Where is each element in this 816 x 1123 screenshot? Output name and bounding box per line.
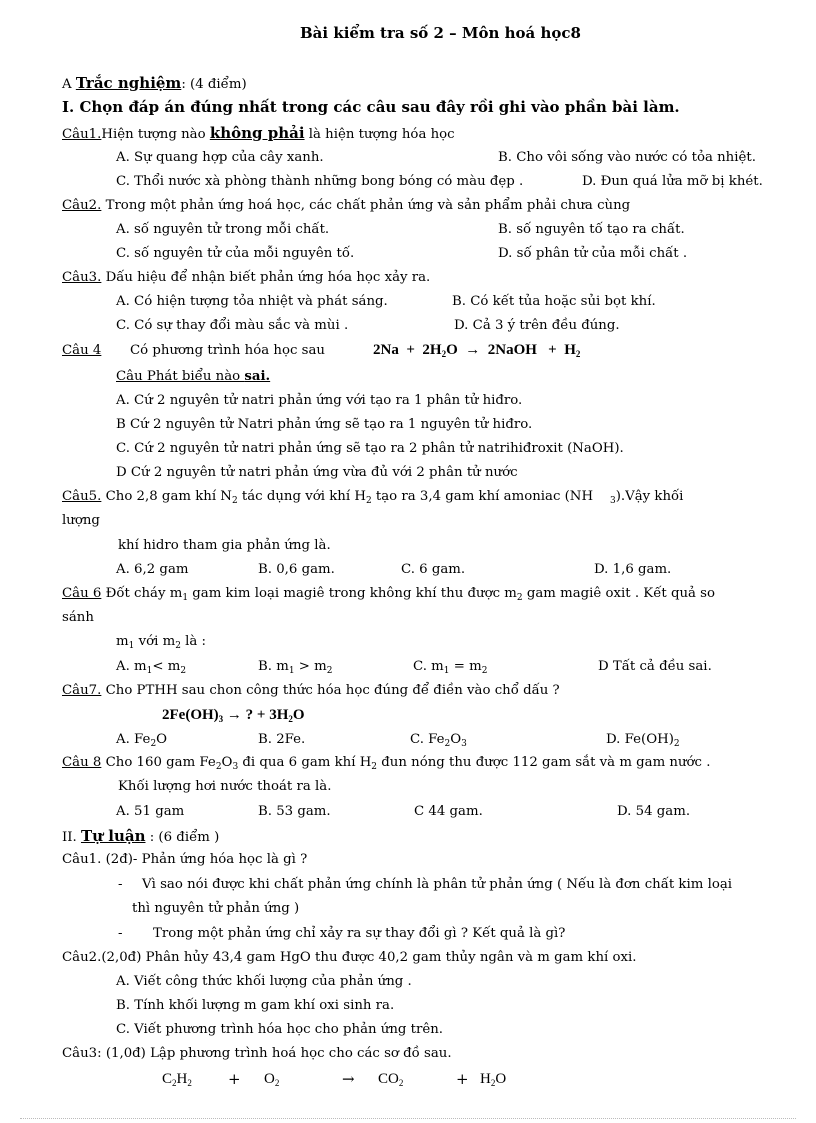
bullet-dash: - [118, 877, 123, 892]
sub: 2 [365, 496, 372, 506]
eq-term: 2Fe(OH) [162, 707, 219, 723]
essay-2-item-c: C. Viết phương trình hóa học cho phản ứng trên. [116, 1022, 444, 1037]
question-number: Câu2. [62, 198, 102, 213]
eq-term: O [292, 707, 305, 723]
q7-option-d [606, 731, 680, 749]
eq-term: 2Na [373, 342, 399, 358]
eq-sub: 2 [398, 1078, 404, 1088]
q4-option-d: D Cứ 2 nguyên tử natri phản ứng vừa đủ với 2 phân tử nước [116, 465, 518, 480]
text: C. m [413, 659, 444, 674]
essay-2-item-a: A. Viết công thức khối lượng của phản ứng . [116, 974, 412, 989]
text: đun nóng thu được 112 gam sắt và m gam nước . [377, 755, 711, 770]
text: O [221, 755, 233, 770]
q4-equation [373, 341, 580, 359]
sub: 2 [180, 666, 187, 676]
eq-plus: + [456, 1070, 469, 1088]
q6-option-c [413, 658, 487, 676]
text: gam kim loại magiê trong không khí thu được m [188, 586, 517, 601]
sub: 2 [673, 739, 680, 749]
subheading-text: Câu Phát biểu nào [116, 369, 245, 384]
essay-1-bullet-1-cont: thì nguyên tử phản ứng ) [132, 901, 300, 916]
sub: 2 [444, 739, 451, 749]
text: B. m [258, 659, 289, 674]
sub: 2 [326, 666, 333, 676]
text: II. [62, 830, 81, 845]
text: < m [152, 659, 181, 674]
q7-option-c [410, 731, 467, 749]
part-a-label: Trắc nghiệm [75, 74, 182, 92]
q1-option-d: D. Đun quá lửa mỡ bị khét. [582, 174, 763, 189]
sub: 1 [128, 641, 135, 651]
sub: 1 [182, 593, 189, 603]
question-number: Câu5. [62, 489, 102, 504]
eq-term: 2NaOH [487, 342, 537, 358]
sub: 3 [232, 762, 239, 772]
eq-term [480, 1070, 506, 1088]
q6-wrap: sánh [62, 610, 94, 625]
sub: 2 [371, 762, 378, 772]
q1-option-b: B. Cho vôi sống vào nước có tỏa nhiệt. [498, 150, 756, 165]
question-3 [62, 269, 430, 287]
q3-option-c: C. Có sự thay đổi màu sắc và mùi . [116, 318, 349, 333]
text: O [450, 732, 462, 747]
eq-sub: 2 [187, 1078, 192, 1088]
question-5 [62, 488, 683, 506]
eq-term: O [446, 342, 458, 358]
section-1-heading: I. Chọn đáp án đúng nhất trong các câu sau đây rồi ghi vào phần bài làm. [62, 98, 680, 116]
eq-term: 2H [422, 342, 442, 358]
eq-term-text: O [264, 1071, 275, 1087]
q5-line2: khí hidro tham gia phản ứng là. [118, 538, 331, 553]
part-ii-label: Tự luận [80, 827, 146, 845]
eq-term [378, 1070, 403, 1088]
question-number: Câu7. [62, 683, 102, 698]
q2-option-a: A. số nguyên tử trong mỗi chất. [116, 222, 330, 237]
eq-term-text: H [480, 1071, 491, 1087]
eq-plus: + [228, 1070, 241, 1088]
q1-option-a: A. Sự quang hợp của cây xanh. [116, 150, 324, 165]
q8-option-a: A. 51 gam [116, 804, 185, 819]
q5-wrap: lượng [62, 513, 100, 528]
question-8 [62, 754, 710, 772]
eq-term: → ? + 3H [223, 707, 289, 723]
question-number: Câu 4 [62, 343, 102, 358]
essay-2-item-b: B. Tính khối lượng m gam khí oxi sinh ra. [116, 998, 395, 1013]
text: : (6 điểm ) [145, 830, 220, 845]
eq-term [264, 1070, 279, 1088]
q6-line2 [116, 633, 206, 651]
question-text: Cho PTHH sau chon công thức hóa học đúng để điền vào chổ dấu ? [101, 683, 560, 698]
sub: 2 [231, 496, 238, 506]
q3-option-a: A. Có hiện tượng tỏa nhiệt và phát sáng. [116, 294, 388, 309]
eq-sub: 2 [441, 349, 447, 359]
sub: 1 [288, 666, 295, 676]
q3-option-d: D. Cả 3 ý trên đều đúng. [454, 318, 620, 333]
text: là : [180, 634, 207, 649]
question-emphasis: không phải [209, 124, 305, 142]
sub: 2 [215, 762, 222, 772]
text: D. Fe(OH) [606, 732, 674, 747]
q5-option-a: A. 6,2 gam [116, 562, 189, 577]
eq-term-text: O [495, 1071, 507, 1087]
part-a-letter: A [62, 77, 72, 92]
text: Đốt cháy m [101, 586, 183, 601]
eq-arrow: → [465, 342, 481, 358]
text: = m [449, 659, 482, 674]
eq-sub: 2 [490, 1078, 496, 1088]
bullet-dash: - [118, 926, 123, 941]
q5-option-b: B. 0,6 gam. [258, 562, 335, 577]
q4-option-b: B Cứ 2 nguyên tử Natri phản ứng sẽ tạo ra 1 nguyên tử hiđro. [116, 417, 533, 432]
q2-option-c: C. số nguyên tử của mỗi nguyên tố. [116, 246, 355, 261]
eq-sub: 2 [288, 714, 293, 724]
page-title: Bài kiểm tra số 2 – Môn hoá học8 [300, 24, 581, 42]
text: Cho 160 gam Fe [101, 755, 216, 770]
q6-option-d: D Tất cả đều sai. [598, 659, 712, 674]
q7-option-b: B. 2Fe. [258, 732, 306, 747]
q8-option-d: D. 54 gam. [617, 804, 691, 819]
sub: 1 [443, 666, 450, 676]
text: gam magiê oxit . Kết quả so [522, 586, 716, 601]
essay-1: Câu1. (2đ)- Phản ứng hóa học là gì ? [62, 852, 308, 867]
q4-subheading [116, 368, 270, 386]
text: A. m [116, 659, 147, 674]
q1-option-c: C. Thổi nước xà phòng thành những bong bóng có màu đẹp . [116, 174, 524, 189]
q4-option-a: A. Cứ 2 nguyên tử natri phản ứng với tạo ra 1 phân tử hiđro. [116, 393, 523, 408]
eq-plus: + [548, 342, 557, 358]
essay-3-equation [162, 1070, 192, 1088]
text: ).Vậy khối [615, 489, 684, 504]
eq-term: H [176, 1071, 188, 1087]
subheading-emphasis: sai. [244, 369, 271, 384]
q7-equation [162, 706, 305, 724]
page-bottom-border [20, 1118, 796, 1119]
question-text: Trong một phản ứng hoá học, các chất phản ứng và sản phẩm phải chưa cùng [101, 198, 631, 213]
question-1 [62, 124, 455, 144]
q8-line2: Khối lượng hơi nước thoát ra là. [118, 779, 332, 794]
essay-1-bullet-1: Vì sao nói được khi chất phản ứng chính là phân tử phản ứng ( Nếu là đơn chất kim loại [142, 877, 733, 892]
eq-term: C [162, 1071, 173, 1087]
essay-1-bullet-2: Trong một phản ứng chỉ xảy ra sự thay đổi gì ? Kết quả là gì? [153, 926, 566, 941]
eq-sub: 3 [218, 714, 224, 724]
question-4 [62, 342, 101, 360]
text: > m [294, 659, 327, 674]
question-text-end: là hiện tượng hóa học [304, 127, 455, 142]
eq-sub: 2 [575, 349, 581, 359]
eq-arrow: → [342, 1070, 355, 1088]
eq-sub: 2 [274, 1078, 280, 1088]
text: O [156, 732, 168, 747]
text: C. Fe [410, 732, 445, 747]
question-6 [62, 585, 715, 603]
sub: 2 [516, 593, 523, 603]
q8-option-c: C 44 gam. [414, 804, 483, 819]
q4-option-c: C. Cứ 2 nguyên tử natri phản ứng sẽ tạo ra 2 phân tử natrihiđroxit (NaOH). [116, 441, 624, 456]
sub: 3 [461, 739, 467, 749]
q6-option-a [116, 658, 186, 676]
q2-option-d: D. số phân tử của mỗi chất . [498, 246, 688, 261]
question-text: Có phương trình hóa học sau [130, 343, 325, 358]
q5-option-c: C. 6 gam. [401, 562, 466, 577]
question-text: Dấu hiệu để nhận biết phản ứng hóa học xảy ra. [101, 270, 431, 285]
text: Cho 2,8 gam khí N [101, 489, 232, 504]
q5-option-d: D. 1,6 gam. [594, 562, 672, 577]
q7-option-a [116, 731, 167, 749]
essay-2: Câu2.(2,0đ) Phân hủy 43,4 gam HgO thu được 40,2 gam thủy ngân và m gam khí oxi. [62, 950, 637, 965]
part-ii-heading [62, 827, 219, 847]
part-a-points: : (4 điểm) [181, 77, 247, 92]
text: với m [134, 634, 176, 649]
text: tác dụng với khí H [237, 489, 366, 504]
q2-option-b: B. số nguyên tố tạo ra chất. [498, 222, 685, 237]
q8-option-b: B. 53 gam. [258, 804, 331, 819]
text: đi qua 6 gam khí H [238, 755, 372, 770]
q3-option-b: B. Có kết tủa hoặc sủi bọt khí. [452, 294, 656, 309]
essay-3: Câu3: (1,0đ) Lập phương trình hoá học cho các sơ đồ sau. [62, 1046, 452, 1061]
question-2 [62, 197, 630, 215]
question-number: Câu 8 [62, 755, 102, 770]
question-text: Hiện tượng nào [101, 127, 210, 142]
question-number: Câu3. [62, 270, 102, 285]
q6-option-b [258, 658, 333, 676]
text: m [116, 634, 129, 649]
question-number: Câu 6 [62, 586, 102, 601]
question-number: Câu1. [62, 127, 102, 142]
sub: 2 [150, 739, 157, 749]
sub: 1 [146, 666, 153, 676]
text: tạo ra 3,4 gam khí amoniac (NH [371, 489, 594, 504]
eq-term: H [564, 342, 576, 358]
eq-term-text: CO [378, 1071, 399, 1087]
sub: 3 [609, 496, 616, 506]
eq-sub: 2 [172, 1078, 177, 1088]
part-a-heading [62, 74, 247, 94]
eq-plus: + [406, 342, 415, 358]
question-7 [62, 682, 560, 700]
sub: 2 [175, 641, 181, 651]
sub: 2 [481, 666, 488, 676]
text: A. Fe [116, 732, 151, 747]
